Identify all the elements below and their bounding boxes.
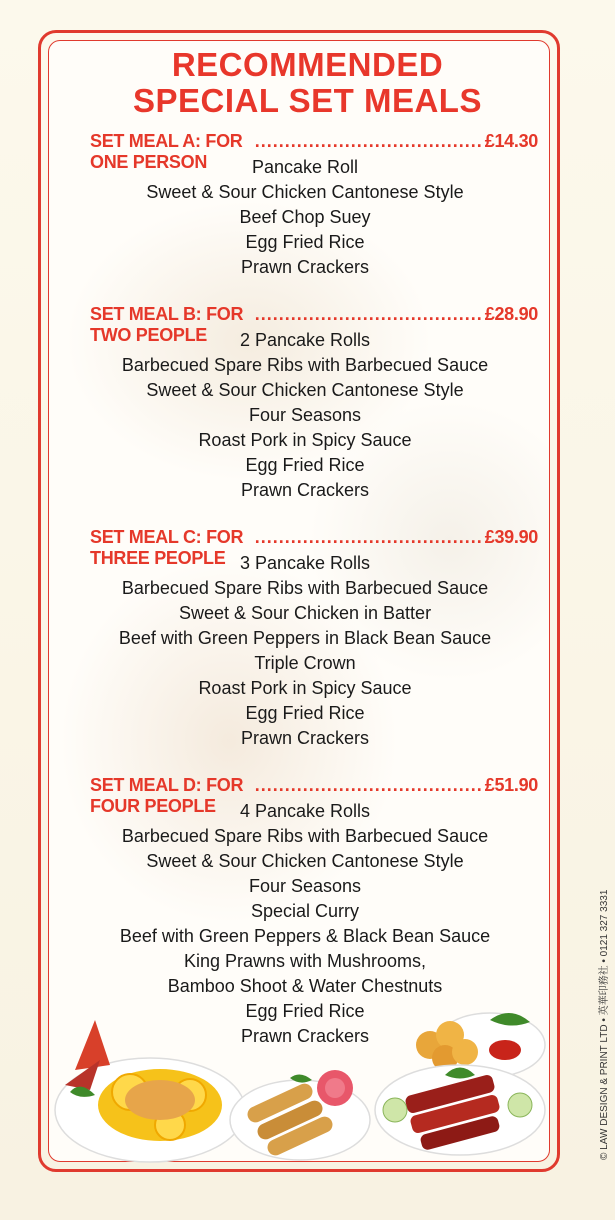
printer-credit: © LAW DESIGN & PRINT LTD • 英華印務社 • 0121 327 3331 (599, 889, 610, 1160)
meal-item: Prawn Crackers (240, 728, 370, 748)
meal-item: Sweet & Sour Chicken Cantonese Style (146, 851, 464, 871)
meal-b-dots: ...................................... (254, 304, 483, 324)
meal-c-dots: ...................................... (254, 527, 483, 547)
meal-item: Beef with Green Peppers & Black Bean Sauce (119, 926, 491, 946)
spring-rolls-plate (230, 1070, 370, 1160)
meal-item: Sweet & Sour Chicken Cantonese Style (146, 380, 464, 400)
meal-c-name: SET MEAL C: FOR THREE PEOPLE (90, 527, 244, 568)
meal-item: Sweet & Sour Chicken in Batter (178, 603, 432, 623)
lemon-chicken-plate (55, 1020, 245, 1162)
meal-item: Prawn Crackers (240, 1026, 370, 1046)
meal-item: Egg Fried Rice (245, 232, 365, 252)
meal-item: Four Seasons (248, 876, 362, 896)
meal-item: Prawn Crackers (240, 480, 370, 500)
meal-item: Barbecued Spare Ribs with Barbecued Sauce (121, 826, 489, 846)
meal-item: Bamboo Shoot & Water Chestnuts (167, 976, 443, 996)
meal-item: Special Curry (250, 901, 360, 921)
meal-a-name: SET MEAL A: FOR ONE PERSON (90, 131, 243, 172)
meal-item: Barbecued Spare Ribs with Barbecued Sauce (121, 578, 489, 598)
meal-c-price: £39.90 (484, 527, 538, 547)
meal-item: Prawn Crackers (240, 257, 370, 277)
food-photos (50, 1000, 540, 1170)
meal-item: Triple Crown (254, 653, 356, 673)
meal-item: Roast Pork in Spicy Sauce (198, 430, 412, 450)
meal-c-items (60, 551, 550, 751)
meal-item: Roast Pork in Spicy Sauce (198, 678, 412, 698)
meal-item: Four Seasons (248, 405, 362, 425)
title-line-2: SPECIAL SET MEALS (133, 82, 482, 119)
meal-d-dots: ...................................... (254, 775, 483, 795)
meal-b-name: SET MEAL B: FOR TWO PEOPLE (90, 304, 244, 345)
meal-item: 2 Pancake Rolls (239, 330, 371, 350)
meal-d-price: £51.90 (484, 775, 538, 795)
meal-a-price: £14.30 (484, 131, 538, 151)
meal-item: Egg Fried Rice (245, 1001, 365, 1021)
meal-item: Beef with Green Peppers in Black Bean Sauce (118, 628, 492, 648)
meal-item: Barbecued Spare Ribs with Barbecued Sauce (121, 355, 489, 375)
meal-b-price: £28.90 (484, 304, 538, 324)
meal-item: Egg Fried Rice (245, 455, 365, 475)
spare-ribs-plate (375, 1065, 545, 1155)
meal-item: Pancake Roll (251, 157, 359, 177)
meal-d-name: SET MEAL D: FOR FOUR PEOPLE (90, 775, 244, 816)
meal-item: Egg Fried Rice (245, 703, 365, 723)
title-line-1: RECOMMENDED (171, 46, 444, 83)
meal-item: 3 Pancake Rolls (239, 553, 371, 573)
meal-a-dots: ...................................... (254, 131, 483, 151)
meal-item: 4 Pancake Rolls (239, 801, 371, 821)
meal-item: King Prawns with Mushrooms, (183, 951, 427, 971)
meal-a-items (60, 155, 550, 280)
meal-b-items (60, 328, 550, 503)
meal-item: Sweet & Sour Chicken Cantonese Style (146, 182, 464, 202)
meal-item: Beef Chop Suey (239, 207, 371, 227)
